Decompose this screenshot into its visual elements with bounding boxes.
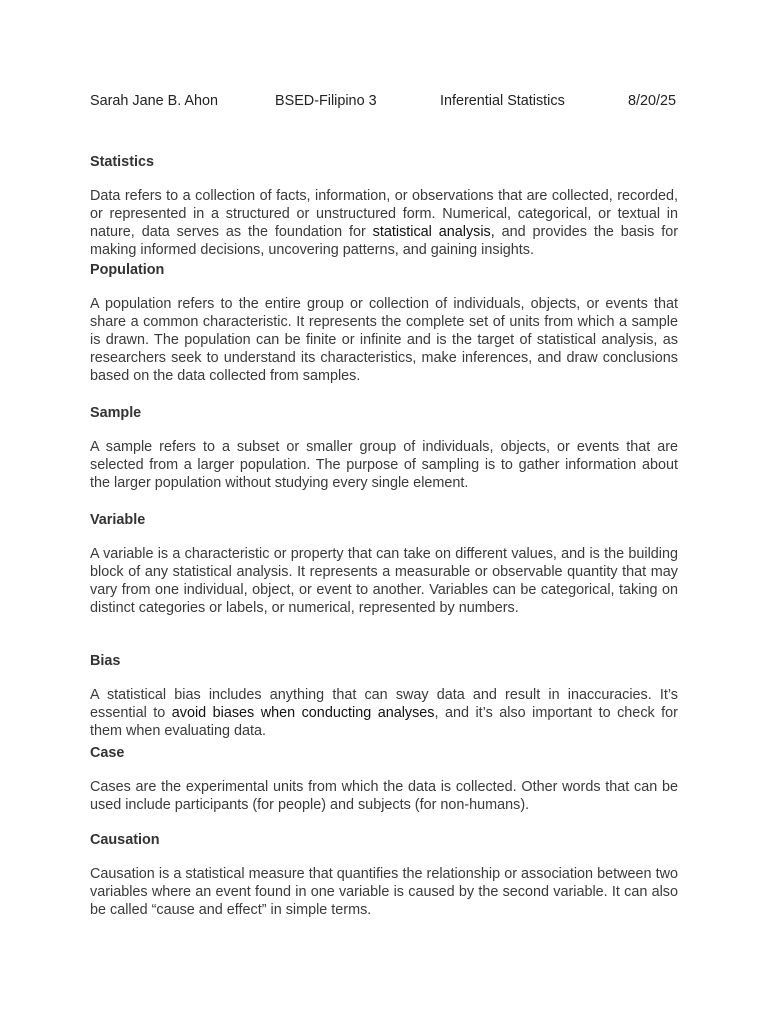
bias-text-part-1: A statistical bias includes anything that can sway data and result in inaccuracies. It’s essential to [90, 687, 678, 721]
section-heading-statistics: Statistics [90, 154, 154, 170]
section-statistics [90, 153, 678, 259]
subject-label: Inferential Statistics [440, 93, 565, 109]
section-heading-causation: Causation [90, 832, 160, 848]
section-causation [90, 831, 678, 919]
section-case [90, 744, 678, 814]
section-text-causation: Causation is a statistical measure that quantifies the relationship or association between two variables where an event found in one variable is caused by the second variable. It can also be called “cause and effect” in simple terms. [90, 866, 678, 918]
section-heading-bias: Bias [90, 653, 121, 669]
avoid-biases-link[interactable]: avoid biases when conducting analyses [171, 705, 435, 721]
section-population [90, 261, 678, 385]
section-text-population: A population refers to the entire group or collection of individuals, objects, or events that share a common characteristic. It represents the complete set of units from which a sample is drawn. The population can be finite or infinite and is the target of statistical analysis, as researchers seek to understand its characteristics, make inferences, and draw conclusions based on the data collected from samples. [90, 296, 678, 384]
statistics-text-part-2: and provides the basis for making informed decisions, uncovering patterns, and gaining insights. [90, 224, 678, 258]
section-sample [90, 404, 678, 492]
statistical-analysis-link[interactable]: statistical analysis, [372, 224, 495, 240]
section-heading-sample: Sample [90, 405, 142, 421]
section-heading-case: Case [90, 745, 125, 761]
date-label: 8/20/25 [627, 93, 676, 109]
section-text-case: Cases are the experimental units from which the data is collected. Other words that can be used include participants (for people) and subjects (for non-humans). [90, 779, 678, 813]
section-text-bias [90, 686, 678, 740]
section-heading-variable: Variable [90, 512, 146, 528]
section-bias [90, 652, 678, 740]
author-name: Sarah Jane B. Ahon [90, 93, 219, 109]
section-text-sample: A sample refers to a subset or smaller group of individuals, objects, or events that are selected from a larger population. The purpose of sampling is to gather information about the larger population without studying every single element. [90, 439, 678, 491]
bias-text-part-2: , and it’s also important to check for them when evaluating data. [90, 705, 678, 739]
section-variable [90, 511, 678, 617]
section-text-statistics [90, 187, 678, 259]
section-heading-population: Population [90, 262, 165, 278]
statistics-text-part-1: Data refers to a collection of facts, information, or observations that are collected, recorded, or represented in a structured or unstructured form. Numerical, categorical, or textual in nature, data serves as the foundation for [90, 188, 678, 240]
document-page [90, 93, 678, 918]
document-header [90, 93, 678, 113]
course-label: BSED-Filipino 3 [275, 93, 377, 109]
section-text-variable: A variable is a characteristic or property that can take on different values, and is the building block of any statistical analysis. It represents a measurable or observable quantity that may vary from one individual, object, or event to another. Variables can be categorical, taking on distinct categories or labels, or numerical, represented by numbers. [90, 546, 678, 616]
